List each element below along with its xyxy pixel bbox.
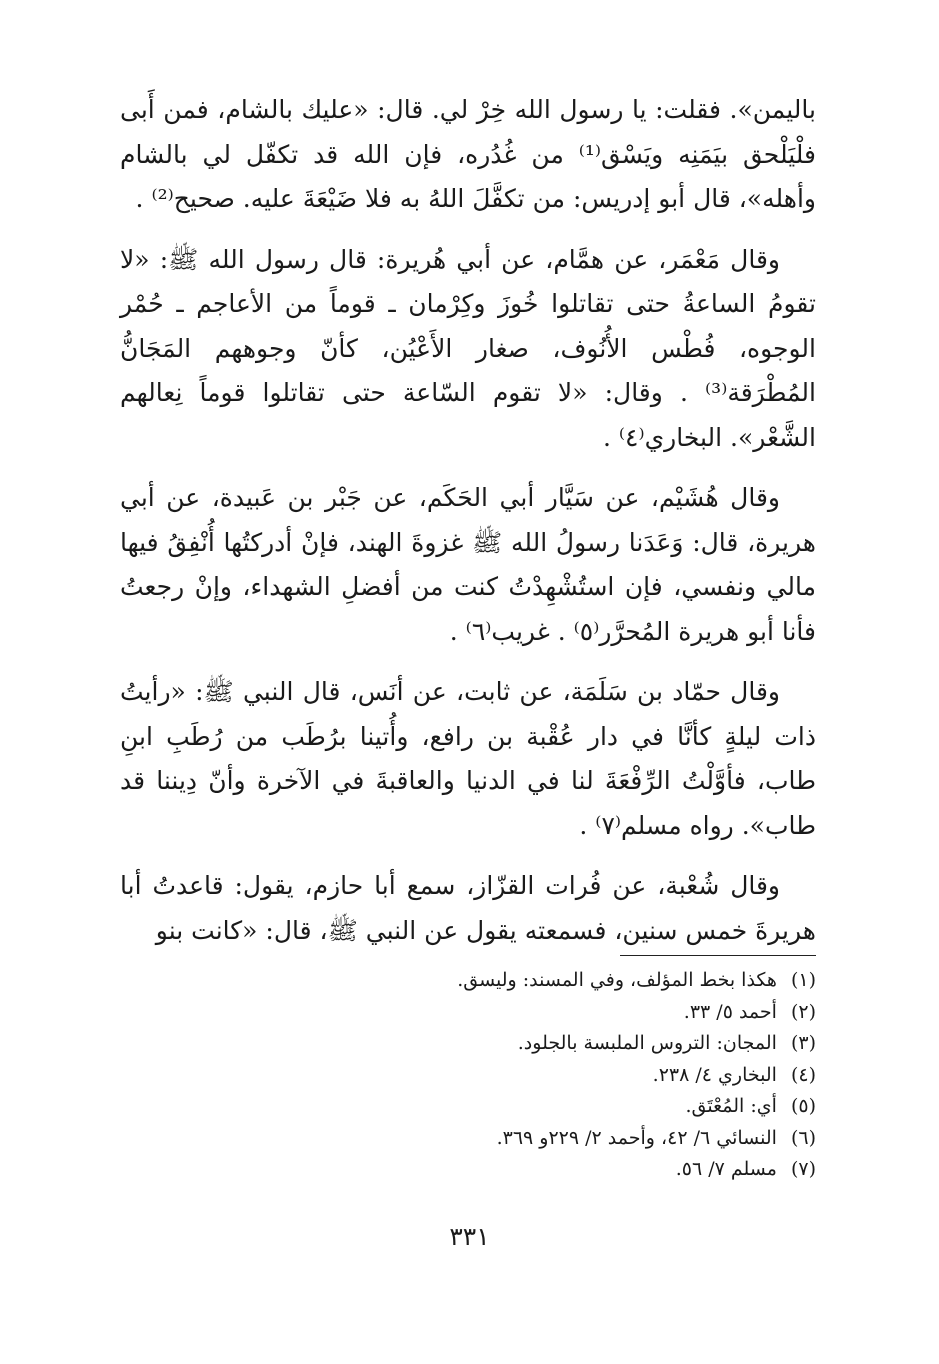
footnote-text: البخاري ٤/ ٢٣٨. bbox=[652, 1063, 777, 1086]
paragraph-5: وقال شُعْبة، عن فُرات القزّاز، سمع أبا حازم، يقول: قاعدتُ أبا هريرةَ خمس سنين، فسمعته يقول عن النبي ﷺ، قال: «كانت بنو bbox=[120, 871, 816, 945]
footnote-4 bbox=[120, 1060, 816, 1092]
footnote-number: (٣) bbox=[790, 1032, 816, 1054]
footnote-2 bbox=[120, 997, 816, 1029]
paragraph-3: وقال هُشَيْم، عن سَيَّار أبي الحَكَم، عن جَبْر بن عَبيدة، عن أبي هريرة، قال: وَعَدَنا رسولُ الله ﷺ غزوةَ الهند، فإنْ أدركتُها أُنْفِقُ فيها مالي ونفسي، فإن استُشْهِدْتُ كنت من أفضلِ الشهداء، وإنْ رجعتُ فأنا أبو هريرة المُحرَّر⁽٥⁾ . غريب⁽٦⁾ . bbox=[120, 483, 817, 646]
paragraph-4: وقال حمّاد بن سَلَمَة، عن ثابت، عن أنَس، قال النبي ﷺ: «رأيتُ ذات ليلةٍ كأنَّا في دار عُقْبة بن رافع، وأُتينا برُطَب من رُطَبِ ابنِ طاب، فأوَّلْتُ الرِّفْعَةَ لنا في الدنيا والعاقبةَ في الآخرة وأنّ دِيننا قد طاب». رواه مسلم⁽٧⁾ . bbox=[120, 677, 816, 840]
paragraph-1: باليمن». فقلت: يا رسول الله خِرْ لي. قال: «عليك بالشام، فمن أَبى فلْيَلْحق بيَمَنِه ويَسْق⁽¹⁾ من غُدُره، فإن الله قد تكفّل لي بالشام وأهله»، قال أبو إدريس: من تكفَّلَ اللهُ به فلا ضَيْعَةَ عليه. صحيح⁽²⁾ . bbox=[120, 95, 816, 213]
footnotes-list bbox=[120, 965, 816, 1186]
footnote-number: (٢) bbox=[790, 1000, 816, 1023]
page-number: ٣٣١ bbox=[449, 1222, 490, 1251]
footnote-text: أحمد ٥/ ٣٣. bbox=[683, 1000, 777, 1023]
footnote-divider bbox=[620, 955, 816, 956]
footnote-text: أي: المُعْتَق. bbox=[685, 1095, 777, 1117]
footnote-text: هكذا بخط المؤلف، وفي المسند: وليسق. bbox=[457, 969, 777, 991]
footnote-6 bbox=[120, 1123, 816, 1155]
footnote-text: مسلم ٧/ ٥٦. bbox=[675, 1158, 777, 1180]
footnote-1 bbox=[120, 965, 816, 997]
footnote-7 bbox=[120, 1154, 816, 1186]
footnote-number: (٤) bbox=[790, 1063, 816, 1086]
footnote-text: المجان: التروس الملبسة بالجلود. bbox=[517, 1032, 777, 1054]
paragraph-2: وقال مَعْمَر، عن همَّام، عن أبي هُريرة: قال رسول الله ﷺ: «لا تقومُ الساعةُ حتى تقاتلوا خُوزَ وكِرْمان ـ قوماً من الأعاجم ـ حُمْر الوجوه، فُطْس الأُنُوف، صغار الأَعْيُن، كأنّ وجوههم المَجَانُّ المُطْرَقة⁽³⁾ . وقال: «لا تقوم السّاعة حتى تقاتلوا قوماً نِعالهم الشَّعْر». البخاري⁽٤⁾ . bbox=[120, 244, 816, 452]
main-text bbox=[120, 88, 816, 969]
footnote-5 bbox=[120, 1091, 816, 1123]
footnote-3 bbox=[120, 1028, 816, 1060]
footnote-number: (٥) bbox=[790, 1095, 816, 1117]
footnote-number: (١) bbox=[790, 969, 816, 991]
footnote-number: (٦) bbox=[790, 1126, 816, 1149]
footnote-text: النسائي ٦/ ٤٢، وأحمد ٢/ ٢٢٩و ٣٦٩. bbox=[496, 1126, 777, 1149]
footnote-number: (٧) bbox=[790, 1158, 816, 1180]
